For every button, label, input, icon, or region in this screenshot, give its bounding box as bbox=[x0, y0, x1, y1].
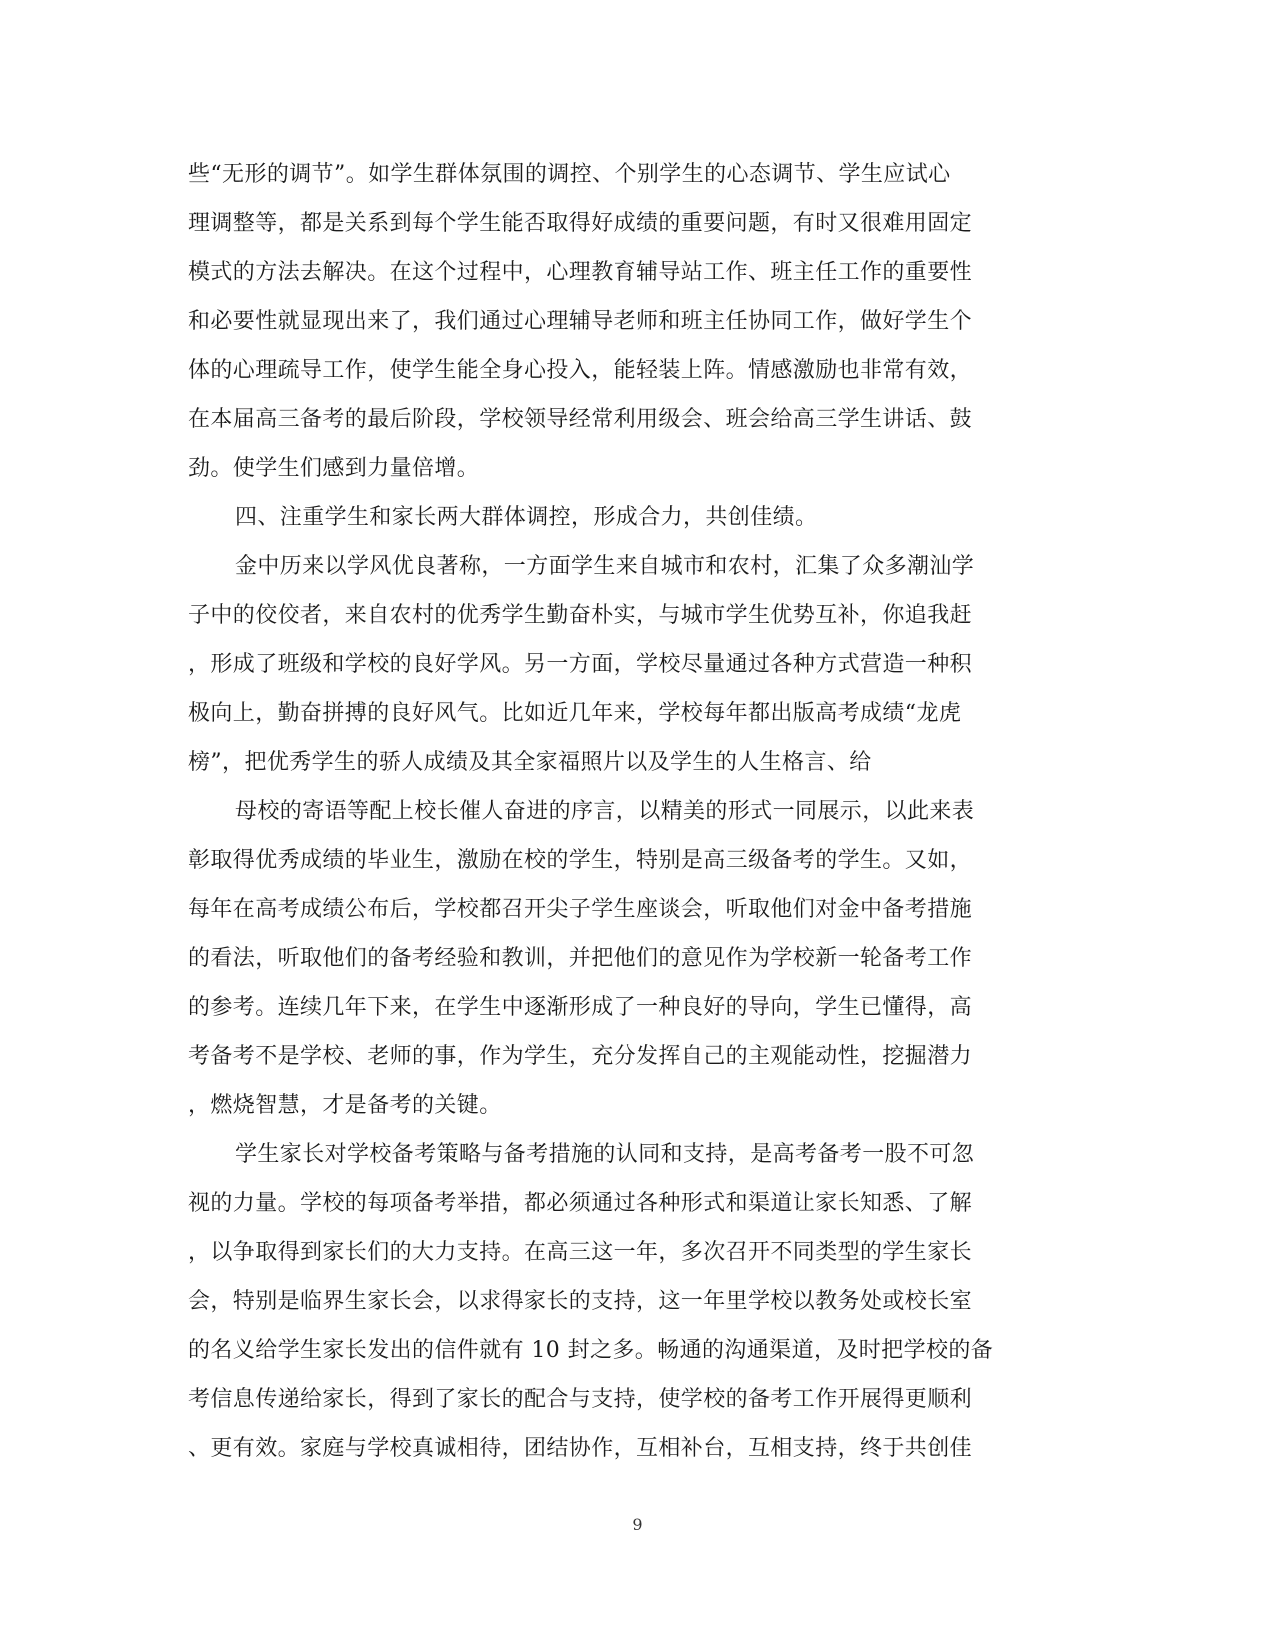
text-line: 的参考。连续几年下来，在学生中逐渐形成了一种良好的导向，学生已懂得，高 bbox=[188, 995, 973, 1020]
paragraph-start: 学生家长对学校备考策略与备考措施的认同和支持，是高考备考一股不可忽 bbox=[235, 1142, 975, 1167]
text-line: ，形成了班级和学校的良好学风。另一方面，学校尽量通过各种方式营造一种积 bbox=[188, 652, 973, 677]
text-line: 体的心理疏导工作，使学生能全身心投入，能轻装上阵。情感激励也非常有效， bbox=[188, 358, 973, 383]
text-line: 极向上，勤奋拼搏的良好风气。比如近几年来，学校每年都出版高考成绩“龙虎 bbox=[188, 701, 962, 726]
paragraph-start: 母校的寄语等配上校长催人奋进的序言，以精美的形式一同展示，以此来表 bbox=[235, 799, 975, 824]
text-line: 每年在高考成绩公布后，学校都召开尖子学生座谈会，听取他们对金中备考措施 bbox=[188, 897, 973, 922]
text-line: 考备考不是学校、老师的事，作为学生，充分发挥自己的主观能动性，挖掘潜力 bbox=[188, 1044, 973, 1069]
text-line: 视的力量。学校的每项备考举措，都必须通过各种形式和渠道让家长知悉、了解 bbox=[188, 1191, 973, 1216]
text-line: 会，特别是临界生家长会，以求得家长的支持，这一年里学校以教务处或校长室 bbox=[188, 1289, 973, 1314]
text-line: 、更有效。家庭与学校真诚相待，团结协作，互相补台，互相支持，终于共创佳 bbox=[188, 1436, 973, 1461]
page-number: 9 bbox=[632, 1515, 643, 1534]
body-text bbox=[188, 150, 1068, 1473]
text-line: 的看法，听取他们的备考经验和教训，并把他们的意见作为学校新一轮备考工作 bbox=[188, 946, 973, 971]
text-line: ，以争取得到家长们的大力支持。在高三这一年，多次召开不同类型的学生家长 bbox=[188, 1240, 973, 1265]
text-line: 的名义给学生家长发出的信件就有 10 封之多。畅通的沟通渠道，及时把学校的备 bbox=[188, 1338, 994, 1363]
section-heading: 四、注重学生和家长两大群体调控，形成合力，共创佳绩。 bbox=[235, 505, 818, 530]
text-line: 榜”，把优秀学生的骄人成绩及其全家福照片以及学生的人生格言、给 bbox=[188, 750, 872, 775]
text-line: 劲。使学生们感到力量倍增。 bbox=[188, 456, 480, 481]
text-line: 些“无形的调节”。如学生群体氛围的调控、个别学生的心态调节、学生应试心 bbox=[188, 162, 951, 187]
paragraph-start: 金中历来以学风优良著称，一方面学生来自城市和农村，汇集了众多潮汕学 bbox=[235, 554, 975, 579]
text-line: 子中的佼佼者，来自农村的优秀学生勤奋朴实，与城市学生优势互补，你追我赶 bbox=[188, 603, 973, 628]
text-line: 在本届高三备考的最后阶段，学校领导经常利用级会、班会给高三学生讲话、鼓 bbox=[188, 407, 973, 432]
text-line: 模式的方法去解决。在这个过程中，心理教育辅导站工作、班主任工作的重要性 bbox=[188, 260, 973, 285]
text-line: ，燃烧智慧，才是备考的关键。 bbox=[188, 1093, 502, 1118]
text-line: 理调整等，都是关系到每个学生能否取得好成绩的重要问题，有时又很难用固定 bbox=[188, 211, 973, 236]
text-line: 和必要性就显现出来了，我们通过心理辅导老师和班主任协同工作，做好学生个 bbox=[188, 309, 973, 334]
text-line: 彰取得优秀成绩的毕业生，激励在校的学生，特别是高三级备考的学生。又如， bbox=[188, 848, 973, 873]
text-line: 考信息传递给家长，得到了家长的配合与支持，使学校的备考工作开展得更顺利 bbox=[188, 1387, 973, 1412]
